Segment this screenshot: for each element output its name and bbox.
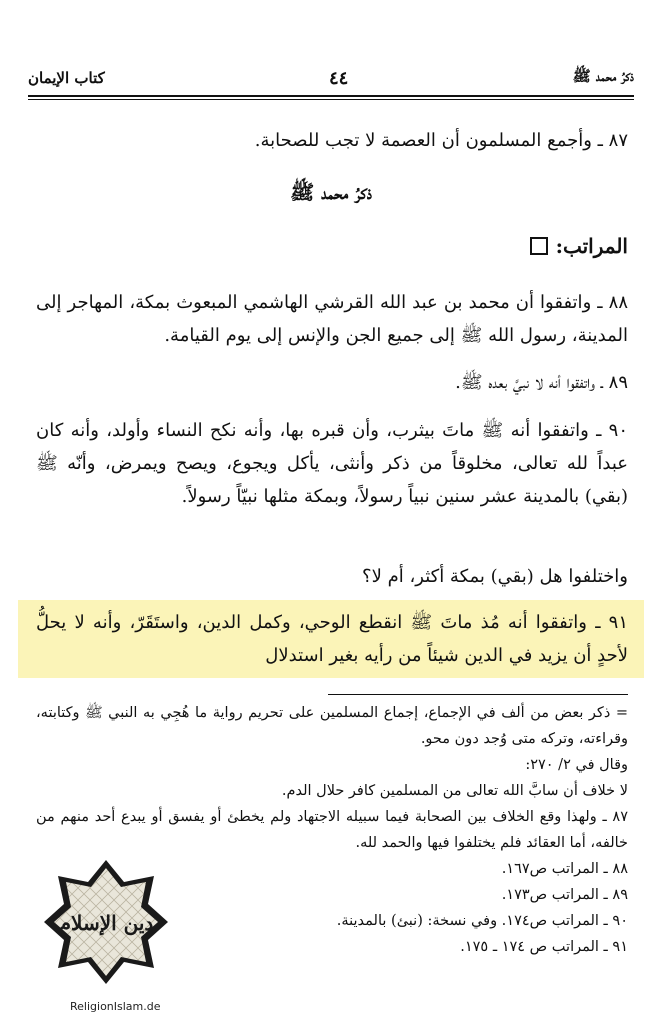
footnote-87: ٨٧ ـ ولهذا وقع الخلاف بين الصحابة فيما سبيله الاجتهاد ولم يخطئ أو يفسق أو يبدع أحد منهم من خالفه، أما العقائد فلم يختلفوا فيها والحمد لله. [36, 809, 628, 851]
section-title: ذكرُ محمد ﷺ [290, 180, 372, 204]
religionislam-logo [42, 858, 170, 986]
footnote-90: ٩٠ ـ المراتب ص١٧٤. وفي نسخة: (نبئ) بالمدينة. [336, 913, 628, 929]
paragraph-88: ٨٨ ـ واتفقوا أن محمد بن عبد الله القرشي الهاشمي المبعوث بمكة، المهاجر إلى المدينة، رسول الله ﷺ إلى جميع الجن والإنس إلى يوم القيامة. [36, 292, 628, 346]
footnote-2: وقال في ٢/ ٢٧٠: [525, 757, 628, 773]
paragraph-87: ٨٧ ـ وأجمع المسلمون أن العصمة لا تجب للصحابة. [254, 130, 628, 151]
header-rule [28, 95, 634, 97]
logo-text: دين الإسلام [58, 911, 154, 935]
paragraph-89: ٨٩ ـ واتفقوا أنه لا نبيَّ بعده ﷺ. [455, 372, 628, 393]
subhead-label: المراتب: [555, 234, 628, 258]
paragraph-91: ٩١ ـ واتفقوا أنه مُذ ماتَ ﷺ انقطع الوحي، وكمل الدين، واستَقَرّ، وأنه لا يحلُّ لأحدٍ أن يزيد في الدين شيئاً من رأيه بغير استدلال [36, 612, 628, 666]
footnote-rule [328, 694, 628, 695]
footnote-1: = ذكر بعض من ألف في الإجماع، إجماع المسلمين على تحريم رواية ما هُجِي به النبي ﷺ وكتابته، وقراءته، وتركه متى وُجد دون محو. [36, 705, 628, 747]
header-book-title: كتاب الإيمان [28, 69, 105, 87]
square-bullet-icon [530, 237, 548, 255]
footnote-88: ٨٨ ـ المراتب ص١٦٧. [501, 861, 628, 877]
header-rule-thin [28, 99, 634, 100]
paragraph-90: ٩٠ ـ واتفقوا أنه ﷺ ماتَ بيثرب، وأن قبره بها، وأنه نكح النساء وأولد، وأنه كان عبداً لله تعالى، مخلوقاً من ذكر وأنثى، يأكل ويجوع، ويصح ويمرض، وأنّه ﷺ (بقي) بالمدينة عشر سنين نبياً رسولاً، وبمكة مثلها نبيّاً رسولاً. [36, 420, 628, 507]
subhead-maratib [530, 234, 628, 258]
page-number: ٤٤ [329, 67, 349, 89]
footnote-89: ٨٩ ـ المراتب ص١٧٣. [501, 887, 628, 903]
header-chapter: ذكرُ محمد ﷺ [572, 67, 634, 85]
logo-caption[interactable]: ReligionIslam.de [70, 1000, 161, 1013]
page-header [28, 64, 634, 92]
footnote-91: ٩١ ـ المراتب ص ١٧٤ ـ ١٧٥. [460, 939, 628, 955]
paragraph-90-disagreement: واختلفوا هل (بقي) بمكة أكثر، أم لا؟ [362, 566, 628, 587]
footnote-3: لا خلاف أن سابَّ الله تعالى من المسلمين كافر حلال الدم. [281, 783, 628, 799]
